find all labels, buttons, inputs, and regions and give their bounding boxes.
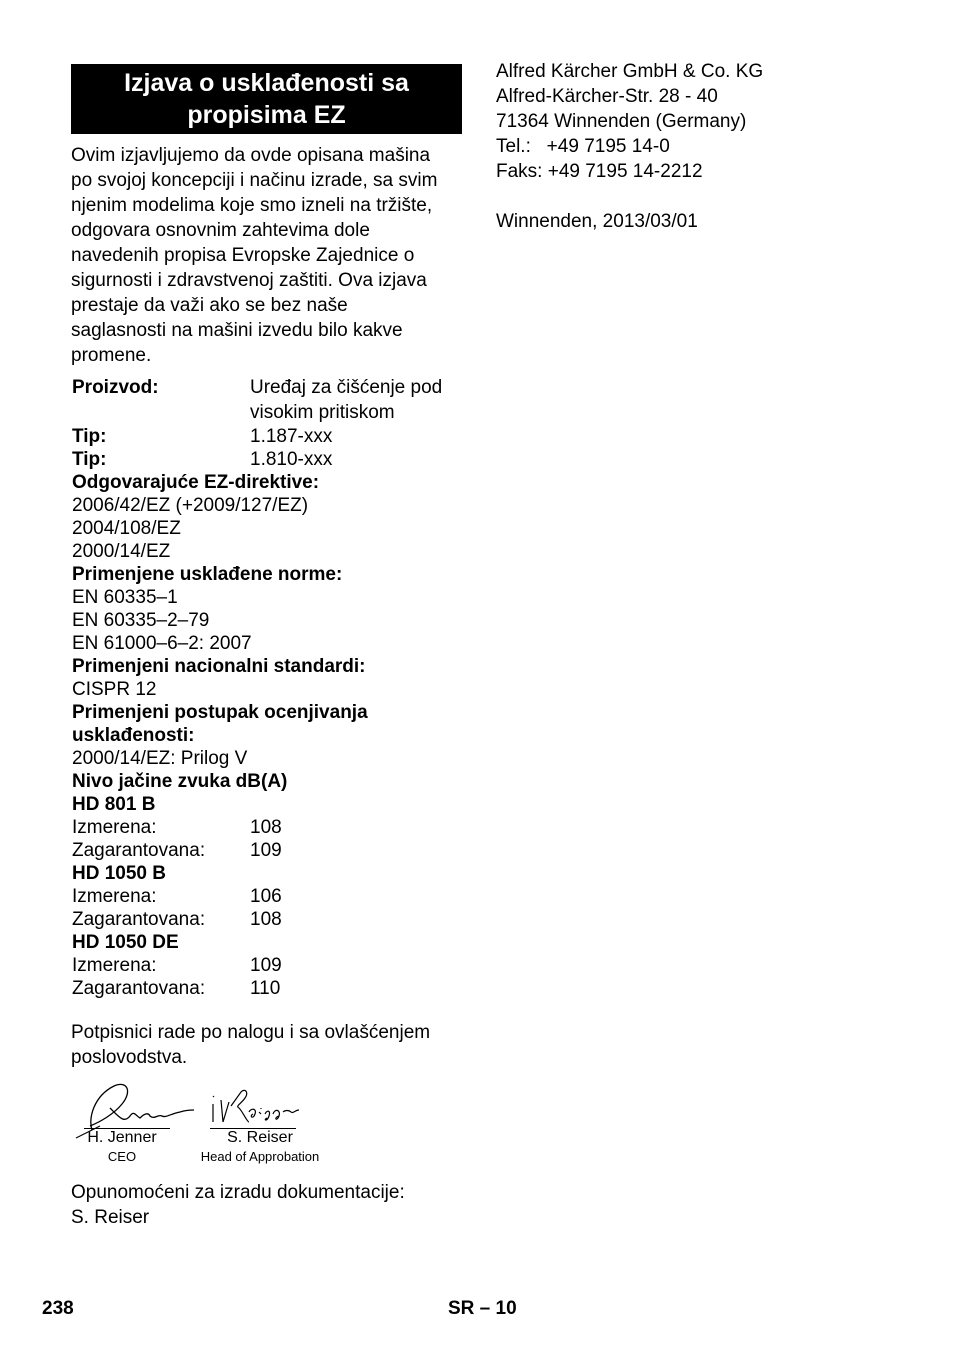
norms-heading: Primenjene usklađene norme: — [72, 564, 343, 585]
norm-item: EN 60335–2–79 — [72, 610, 210, 631]
signers-note-line: Potpisnici rade po nalogu i sa ovlašćenjem — [71, 1022, 431, 1043]
company-line: Tel.: +49 7195 14-0 — [496, 136, 670, 157]
page-title — [71, 64, 462, 134]
type-row — [72, 425, 472, 448]
company-line: Alfred Kärcher GmbH & Co. KG — [496, 61, 764, 82]
model-name: HD 1050 B — [72, 863, 166, 884]
measured-row — [72, 954, 472, 977]
procedure-heading — [72, 701, 472, 747]
guaranteed-value: 108 — [250, 909, 282, 930]
product-row — [72, 376, 472, 425]
measured-value: 108 — [250, 817, 282, 838]
signer-name: S. Reiser — [227, 1129, 293, 1146]
documentation-authorized-name: S. Reiser — [71, 1207, 150, 1228]
product-value — [250, 375, 472, 425]
place-date: Winnenden, 2013/03/01 — [496, 211, 698, 232]
specification-block — [72, 376, 472, 1000]
section-label: SR – 10 — [448, 1298, 517, 1319]
type-label: Tip: — [72, 449, 107, 470]
documentation-authorized-label: Opunomoćeni za izradu dokumentacije: — [71, 1182, 405, 1203]
intro-line: odgovara osnovnim zahtevima dole — [71, 220, 370, 241]
national-standard-item: CISPR 12 — [72, 679, 157, 700]
intro-line: sigurnosti i zdravstvenoj zaštiti. Ova izjava — [71, 270, 427, 291]
directives-heading: Odgovarajuće EZ-direktive: — [72, 472, 320, 493]
guaranteed-label: Zagarantovana: — [72, 978, 206, 999]
guaranteed-label: Zagarantovana: — [72, 840, 206, 861]
national-standards-heading: Primenjeni nacionalni standardi: — [72, 656, 366, 677]
measured-value: 109 — [250, 955, 282, 976]
measured-row — [72, 885, 472, 908]
intro-paragraph — [71, 143, 463, 368]
sound-heading: Nivo jačine zvuka dB(A) — [72, 771, 288, 792]
intro-line: Ovim izjavljujemo da ovde opisana mašina — [71, 145, 431, 166]
type-row — [72, 448, 472, 471]
guaranteed-label: Zagarantovana: — [72, 909, 206, 930]
product-value-line: Uređaj za čišćenje pod — [250, 377, 443, 398]
guaranteed-value: 109 — [250, 840, 282, 861]
signer-role: CEO — [107, 1149, 137, 1164]
company-address — [496, 59, 896, 234]
signature-reiser — [205, 1082, 305, 1132]
procedure-heading-line: Primenjeni postupak ocenjivanja — [72, 702, 368, 723]
signers-note-line: poslovodstva. — [71, 1047, 188, 1068]
procedure-item: 2000/14/EZ: Prilog V — [72, 748, 248, 769]
intro-line: saglasnosti na mašini izvedu bilo kakve — [71, 320, 403, 341]
measured-label: Izmerena: — [72, 955, 157, 976]
company-line: 71364 Winnenden (Germany) — [496, 111, 747, 132]
measured-label: Izmerena: — [72, 817, 157, 838]
measured-value: 106 — [250, 886, 282, 907]
product-value-line: visokim pritiskom — [250, 402, 395, 423]
measured-label: Izmerena: — [72, 886, 157, 907]
title-line-1: Izjava o usklađenosti sa — [124, 69, 409, 97]
signer-jenner — [72, 1129, 172, 1164]
directive-item: 2004/108/EZ — [72, 518, 181, 539]
model-name: HD 801 B — [72, 794, 156, 815]
intro-line: njenim modelima koje smo izneli na tržište, — [71, 195, 433, 216]
company-line: Alfred-Kärcher-Str. 28 - 40 — [496, 86, 718, 107]
page-number: 238 — [42, 1298, 74, 1319]
title-line-2: propisima EZ — [187, 101, 346, 129]
signers-note — [71, 1020, 471, 1070]
documentation-authorized — [71, 1180, 471, 1230]
type-value: 1.187-xxx — [250, 426, 333, 447]
type-value: 1.810-xxx — [250, 449, 333, 470]
guaranteed-row — [72, 839, 472, 862]
company-line: Faks: +49 7195 14-2212 — [496, 161, 703, 182]
measured-row — [72, 816, 472, 839]
intro-line: navedenih propisa Evropske Zajednice o — [71, 245, 415, 266]
signer-reiser — [190, 1129, 330, 1164]
directive-item: 2000/14/EZ — [72, 541, 171, 562]
guaranteed-row — [72, 908, 472, 931]
norm-item: EN 60335–1 — [72, 587, 178, 608]
type-label: Tip: — [72, 426, 107, 447]
intro-line: prestaje da važi ako se bez naše — [71, 295, 348, 316]
guaranteed-value: 110 — [250, 978, 281, 999]
guaranteed-row — [72, 977, 472, 1000]
intro-line: po svojoj koncepciji i načinu izrade, sa svim — [71, 170, 438, 191]
signer-name: H. Jenner — [87, 1129, 157, 1146]
procedure-heading-line: usklađenosti: — [72, 725, 195, 746]
product-label: Proizvod: — [72, 377, 159, 398]
model-name: HD 1050 DE — [72, 932, 179, 953]
signer-role: Head of Approbation — [200, 1149, 320, 1164]
norm-item: EN 61000–6–2: 2007 — [72, 633, 252, 654]
intro-line: promene. — [71, 345, 152, 366]
directive-item: 2006/42/EZ (+2009/127/EZ) — [72, 495, 309, 516]
